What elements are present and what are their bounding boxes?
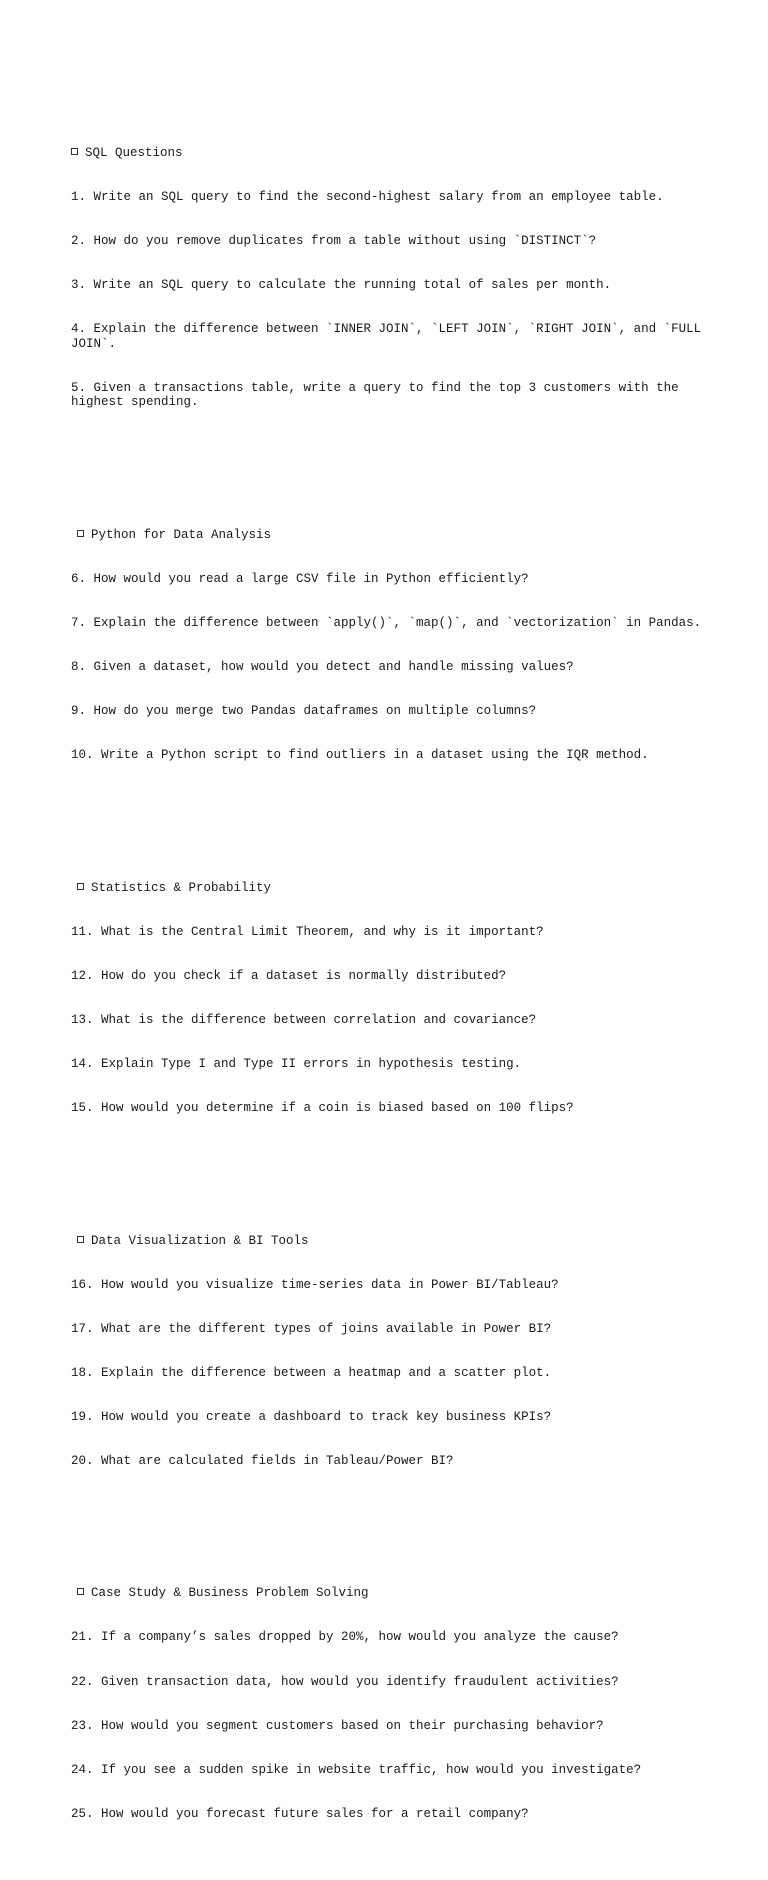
interview-questions-document [71, 72, 711, 1880]
question-item: 16. How would you visualize time-series data in Power BI/Tableau? [71, 1277, 559, 1292]
question-item: 18. Explain the difference between a heatmap and a scatter plot. [71, 1365, 552, 1380]
section-title: Data Visualization & BI Tools [91, 1233, 309, 1248]
question-item: 1. Write an SQL query to find the second-highest salary from an employee table. [71, 189, 664, 204]
question-item: 12. How do you check if a dataset is normally distributed? [71, 968, 507, 983]
question-item: 13. What is the difference between correlation and covariance? [71, 1012, 537, 1027]
question-item: 6. How would you read a large CSV file in Python efficiently? [71, 571, 529, 586]
section-title: Statistics & Probability [91, 880, 272, 895]
question-item: 3. Write an SQL query to calculate the running total of sales per month. [71, 277, 612, 292]
section-heading [71, 1586, 711, 1601]
question-item: 23. How would you segment customers based on their purchasing behavior? [71, 1718, 604, 1733]
question-item: 20. What are calculated fields in Tableau/Power BI? [71, 1454, 454, 1469]
section-title: SQL Questions [85, 145, 183, 160]
question-item: 8. Given a dataset, how would you detect and handle missing values? [71, 660, 574, 675]
question-item: 24. If you see a sudden spike in website traffic, how would you investigate? [71, 1762, 642, 1777]
square-bullet-icon [77, 530, 84, 537]
question-item: 7. Explain the difference between `apply()`, `map()`, and `vectorization` in Pandas. [71, 616, 702, 630]
square-bullet-icon [77, 883, 84, 890]
section-title: Python for Data Analysis [91, 527, 272, 542]
section-visualization [71, 1204, 711, 1498]
question-item: 9. How do you merge two Pandas dataframes on multiple columns? [71, 704, 537, 719]
question-item: 10. Write a Python script to find outliers in a dataset using the IQR method. [71, 748, 649, 763]
section-python [71, 498, 711, 792]
section-sql [71, 116, 711, 439]
square-bullet-icon [77, 1588, 84, 1595]
section-statistics [71, 851, 711, 1145]
question-item: 22. Given transaction data, how would you identify fraudulent activities? [71, 1674, 619, 1689]
section-heading [71, 528, 711, 543]
question-item: 2. How do you remove duplicates from a table without using `DISTINCT`? [71, 233, 597, 248]
section-case-study [71, 1557, 711, 1851]
section-heading [71, 1234, 711, 1249]
question-item: 21. If a company’s sales dropped by 20%, how would you analyze the cause? [71, 1630, 619, 1645]
question-item: 17. What are the different types of joins available in Power BI? [71, 1321, 552, 1336]
question-item: 4. Explain the difference between `INNER JOIN`, `LEFT JOIN`, `RIGHT JOIN`, and `FULL JOIN`. [71, 321, 709, 351]
section-title: Case Study & Business Problem Solving [91, 1586, 369, 1601]
section-heading [71, 881, 711, 896]
question-item: 5. Given a transactions table, write a query to find the top 3 customers with the highest spending. [71, 380, 687, 410]
square-bullet-icon [77, 1236, 84, 1243]
question-item: 14. Explain Type I and Type II errors in hypothesis testing. [71, 1057, 522, 1072]
square-bullet-icon [71, 148, 78, 155]
section-heading [71, 146, 711, 161]
question-item: 11. What is the Central Limit Theorem, and why is it important? [71, 924, 544, 939]
question-item: 19. How would you create a dashboard to track key business KPIs? [71, 1409, 552, 1424]
question-item: 25. How would you forecast future sales for a retail company? [71, 1806, 529, 1821]
question-item: 15. How would you determine if a coin is biased based on 100 flips? [71, 1101, 574, 1116]
